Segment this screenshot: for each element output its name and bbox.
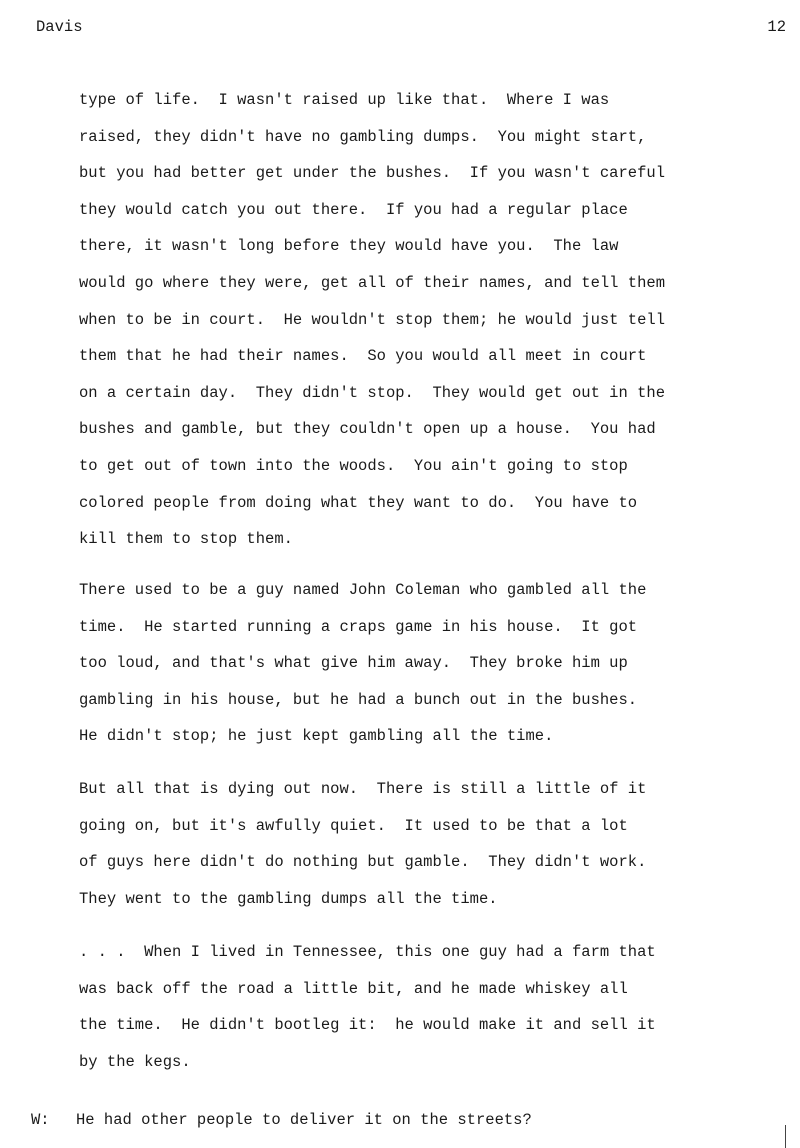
text-line: by the kegs. [79, 1052, 191, 1071]
question-text: He had other people to deliver it on the streets? [76, 1111, 532, 1129]
text-line: They went to the gambling dumps all the time. [79, 889, 498, 908]
page-header-name: Davis [36, 18, 83, 36]
text-line: There used to be a guy named John Coleman who gambled all the [79, 581, 647, 599]
text-line: would go where they were, get all of their names, and tell them [79, 273, 665, 292]
text-line: too loud, and that's what give him away. They broke him up [79, 654, 628, 673]
scan-edge-mark [785, 1125, 786, 1148]
text-line: gambling in his house, but he had a bunch out in the bushes. [79, 690, 638, 709]
text-line: of guys here didn't do nothing but gamble. They didn't work. [79, 853, 647, 872]
text-line: was back off the road a little bit, and he made whiskey all [79, 979, 628, 998]
text-line: the time. He didn't bootleg it: he would make it and sell it [79, 1016, 656, 1035]
text-line: on a certain day. They didn't stop. They would get out in the [79, 383, 665, 402]
text-line: to get out of town into the woods. You ain't going to stop [79, 456, 628, 475]
page-number: 12 [767, 18, 786, 36]
paragraph-2 [79, 572, 779, 755]
text-line: but you had better get under the bushes. If you wasn't careful [79, 164, 665, 183]
text-line: them that he had their names. So you would all meet in court [79, 347, 647, 366]
text-line: time. He started running a craps game in his house. It got [79, 617, 638, 636]
paragraph-3 [79, 771, 779, 917]
paragraph-1 [79, 82, 779, 558]
text-line: colored people from doing what they want to do. You have to [79, 493, 638, 512]
text-line: type of life. I wasn't raised up like that. Where I was [79, 91, 610, 109]
text-line: . . . When I lived in Tennessee, this one guy had a farm that [79, 943, 656, 961]
text-line: raised, they didn't have no gambling dumps. You might start, [79, 127, 647, 146]
text-line: He didn't stop; he just kept gambling all the time. [79, 727, 554, 746]
text-line: when to be in court. He wouldn't stop them; he would just tell [79, 310, 665, 329]
question-speaker-label: W: [31, 1111, 50, 1129]
text-line: they would catch you out there. If you had a regular place [79, 200, 628, 219]
paragraph-4 [79, 934, 779, 1080]
text-line: bushes and gamble, but they couldn't open up a house. You had [79, 420, 656, 439]
text-line: But all that is dying out now. There is still a little of it [79, 780, 647, 798]
text-line: going on, but it's awfully quiet. It used to be that a lot [79, 816, 628, 835]
text-line: there, it wasn't long before they would have you. The law [79, 237, 619, 256]
text-line: kill them to stop them. [79, 530, 293, 549]
